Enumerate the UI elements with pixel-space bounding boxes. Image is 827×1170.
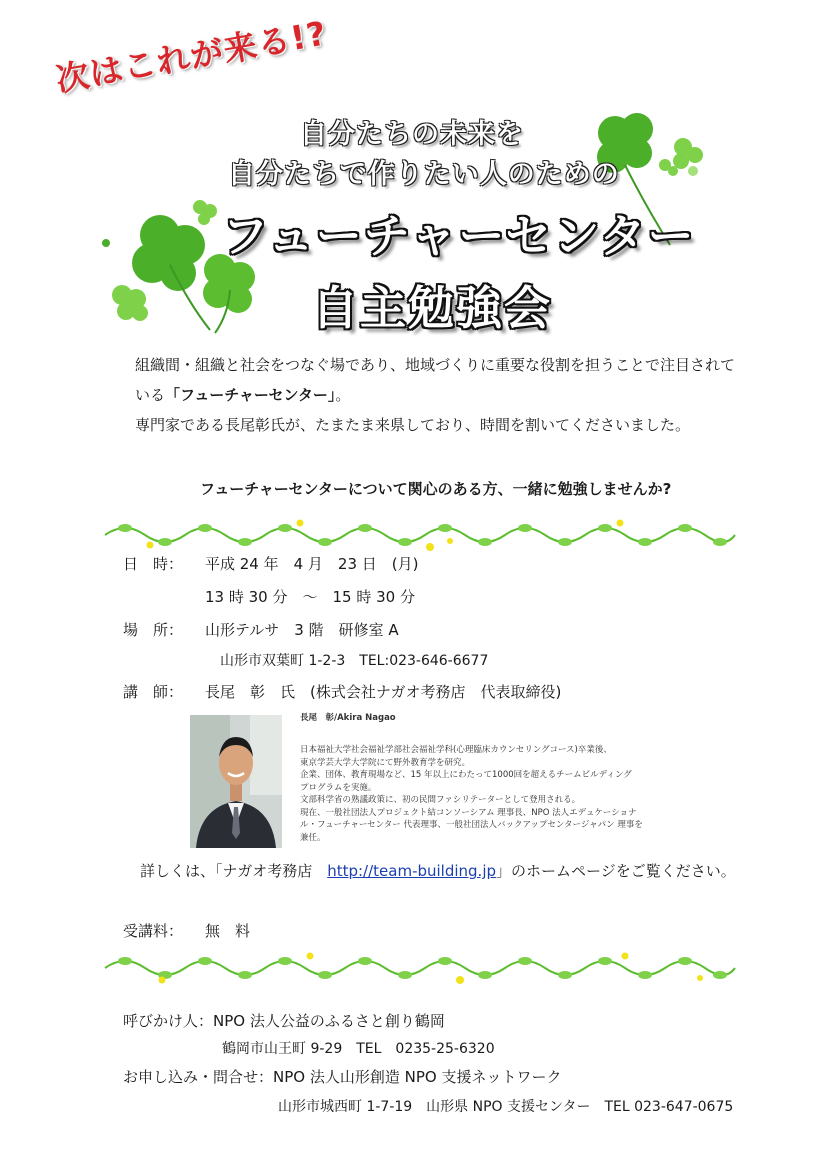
intro-line-2-emphasis: 「フューチャーセンター」	[165, 386, 336, 404]
intro-line-1: 組織間・組織と社会をつなぐ場であり、地域づくりに重要な役割を担うことで注目されて	[135, 356, 736, 374]
intro-paragraph	[135, 350, 735, 440]
lecturer-label: 講 師：	[123, 683, 184, 701]
bio-line: 現在、一般社団法人プロジェクト結コンソーシアム 理事長、NPO 法人エデュケーショナ	[300, 807, 637, 818]
fee-label: 受講料：	[123, 922, 184, 940]
place-address: 山形市双葉町 1-2-3 TEL:023-646-6677	[220, 653, 489, 669]
place-value: 山形テルサ 3 階 研修室 A	[205, 621, 399, 639]
intro-line-2-prefix: いる	[135, 386, 166, 404]
bio-line: プログラムを実施。	[300, 782, 377, 793]
bio-line: 企業、団体、教育現場など、15 年以上にわたって1000回を超えるチームビルディング	[300, 770, 632, 780]
date-label: 日 時：	[123, 555, 184, 573]
bio-line: ル・フューチャーセンター 代表理事、一般社団法人バックアップセンタージャパン 理事を	[300, 820, 643, 830]
fee-value: 無 料	[205, 922, 251, 940]
bio-line: 兼任。	[300, 832, 326, 843]
bio-line: 東京学芸大学大学院にて野外教育学を研究。	[300, 757, 471, 768]
organizer-address: 鶴岡市山王町 9-29 TEL 0235-25-6320	[222, 1041, 495, 1057]
vine-divider-bottom	[100, 948, 740, 986]
bio-line: 日本福祉大学社会福祉学部社会福祉学科(心理臨床カウンセリングコース)卒業後、	[300, 745, 612, 755]
bio-line: 文部科学省の熟議政策に、初の民間ファシリテーターとして登用される。	[300, 795, 581, 805]
vine-divider-top	[100, 515, 740, 553]
invitation-text: フューチャーセンターについて関心のある方、一緒に勉強しませんか?	[200, 480, 672, 498]
place-label: 場 所：	[123, 621, 184, 639]
main-title-line-1: フューチャーセンター	[222, 209, 696, 263]
main-title-line-2: 自主勉強会	[312, 281, 552, 335]
bio-name: 長尾 彰/Akira Nagao	[300, 713, 396, 723]
subtitle-line-2: 自分たちで作りたい人のための	[228, 159, 620, 190]
intro-line-3: 専門家である長尾彰氏が、たまたま来県しており、時間を割いてくださいました。	[135, 416, 691, 434]
lecturer-value: 長尾 彰 氏 (株式会社ナガオ考務店 代表取締役)	[205, 683, 562, 701]
organizer-line: 呼びかけ人：NPO 法人公益のふるさと創り鶴岡	[123, 1012, 445, 1030]
website-link[interactable]: http://team-building.jp	[327, 862, 497, 880]
more-info-suffix: 」のホームページをご覧ください。	[496, 862, 736, 880]
bio-text	[300, 744, 643, 844]
contact-line: お申し込み・問合せ：NPO 法人山形創造 NPO 支援ネットワーク	[123, 1068, 562, 1086]
slogan-headline: 次はこれが来る!?	[53, 13, 330, 100]
contact-address: 山形市城西町 1-7-19 山形県 NPO 支援センター TEL 023-647-0675	[278, 1099, 734, 1115]
intro-line-2	[135, 380, 735, 410]
time-value: 13 時 30 分 ～ 15 時 30 分	[205, 588, 415, 606]
more-info-line	[140, 860, 736, 881]
lecturer-photo	[190, 715, 282, 848]
date-value: 平成 24 年 4 月 23 日 (月)	[205, 555, 419, 573]
subtitle-line-1: 自分たちの未来を	[300, 119, 524, 150]
more-info-prefix: 詳しくは、「ナガオ考務店	[140, 862, 328, 880]
intro-line-2-suffix: 。	[335, 386, 351, 404]
